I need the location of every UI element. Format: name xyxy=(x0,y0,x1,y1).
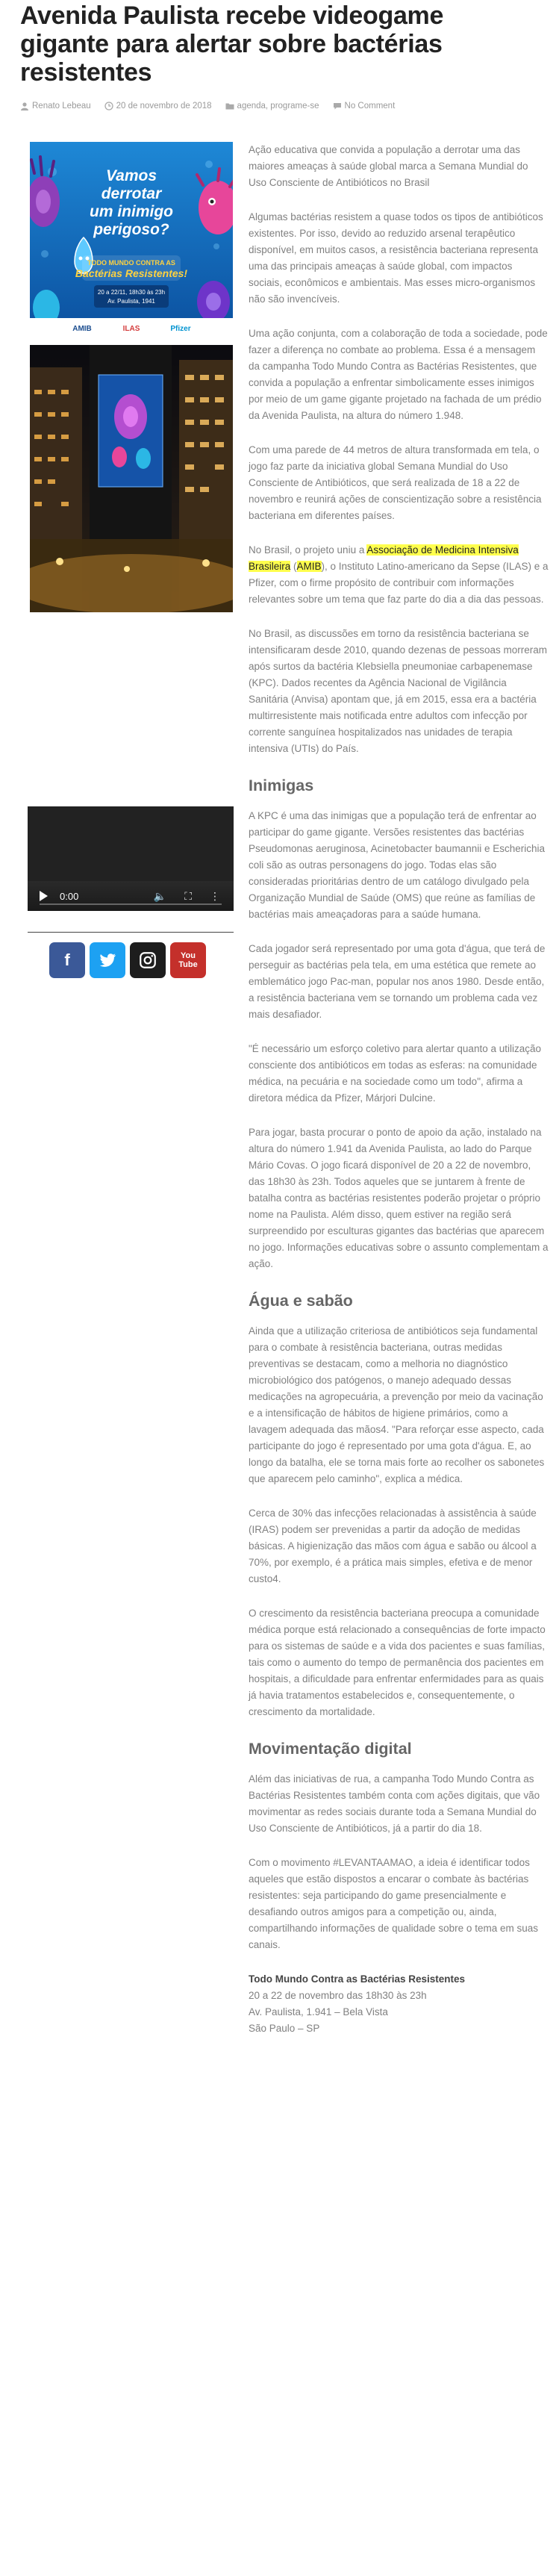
author-link[interactable]: Renato Lebeau xyxy=(32,102,91,111)
meta-categories xyxy=(225,102,319,111)
facebook-button[interactable] xyxy=(49,942,85,978)
campaign-banner-graphic xyxy=(30,142,233,337)
folder-icon xyxy=(225,102,234,111)
section-heading-movimentacao: Movimentação digital xyxy=(249,1740,412,1758)
user-icon xyxy=(20,102,29,111)
comments-link[interactable]: No Comment xyxy=(344,102,396,111)
amib-acronym-highlight: AMIB xyxy=(296,561,322,572)
fullscreen-icon[interactable]: ⛶ xyxy=(184,889,192,902)
volume-icon[interactable]: 🔈 xyxy=(153,889,167,902)
categories-link[interactable]: agenda, programe-se xyxy=(237,102,319,111)
video-player[interactable] xyxy=(28,806,234,911)
meta-date xyxy=(104,102,212,111)
banner-info-2: Av. Paulista, 1941 xyxy=(107,298,155,305)
more-options-icon[interactable]: ⋮ xyxy=(210,889,220,902)
paragraph-quote: "É necessário um esforço coletivo para alertar quanto a utilização consciente dos antibióticos em todas as esferas: na comunidade médica, na pecuária e na sociedade como um todo", afirma a diretora médica da Pfizer, Márjori Dulcine. xyxy=(249,1043,542,1104)
banner-logo-amib: AMIB xyxy=(72,325,92,333)
video-controls xyxy=(28,881,234,911)
video-progress-track[interactable] xyxy=(40,903,222,905)
date-link[interactable]: 20 de novembro de 2018 xyxy=(116,102,212,111)
banner-headline-3: um inimigo xyxy=(90,203,173,220)
article-meta xyxy=(20,102,543,111)
video-time: 0:00 xyxy=(60,890,79,902)
event-city: São Paulo – SP xyxy=(249,2023,320,2034)
share-divider xyxy=(28,932,234,933)
paragraph: Uma ação conjunta, com a colaboração de toda a sociedade, pode fazer a diferença no combate ao problema. Essa é a mensagem da campanha Todo Mundo Contra as Bactérias Resistentes, que convida a população a enfrentar simbolicamente esses inimigos por meio de um game gigante projetado na fachada de um prédio da Avenida Paulista, na altura do número 1.948. xyxy=(249,328,548,421)
meta-comments xyxy=(333,102,396,111)
building-projection-photo xyxy=(30,345,233,612)
instagram-icon xyxy=(138,951,157,970)
amib-highlight: Associação de Medicina Intensiva Brasileira xyxy=(249,544,519,572)
social-buttons xyxy=(49,942,210,978)
event-address: Av. Paulista, 1.941 – Bela Vista xyxy=(249,2006,388,2017)
paragraph: Ainda que a utilização criteriosa de antibióticos seja fundamental para o combate à resistência bacteriana, outras medidas preventivas se destacam, como a melhoria no diagnóstico microbiológico dos patógenos, o manejo adequado dessas medicações na agropecuária, a prevenção por meio da vacinação e a intensificação de hábitos de higiene primários, como a lavagem adequada das mãos4. "Para reforçar esse aspecto, cada participante do jogo é representado por uma gota d'água. E, ao longo da batalha, ele se torna mais forte ao recolher os sabonetes que aparecem pelo caminho", explica a médica. xyxy=(249,1325,545,1484)
play-icon[interactable] xyxy=(40,891,48,901)
paragraph-partners: No Brasil, o projeto uniu a Associação de Medicina Intensiva Brasileira (AMIB), o Instituto Latino-americano da Sepse (ILAS) e a Pfizer, com o firme propósito de contribuir com informações relevantes sobre um tema que faz parte do dia a dia das pessoas. xyxy=(249,544,549,605)
paragraph: O crescimento da resistência bacteriana preocupa a comunidade médica porque está relacionado a consequências de forte impacto para os sistemas de saúde e a vida dos pacientes e suas famílias, tais como o aumento do tempo de permanência dos pacientes em hospitais, a dificuldade para enfrentar enfermidades para as quais já havia tratamentos estabelecidos e, consequentemente, o crescimento da mortalidade. xyxy=(249,1608,546,1717)
comment-icon xyxy=(333,102,342,111)
paragraph: Além das iniciativas de rua, a campanha Todo Mundo Contra as Bactérias Resistentes também conta com ações digitais, que vão movimentar as redes sociais durante toda a Semana Mundial do Uso Consciente de Antibióticos, já a partir do dia 18. xyxy=(249,1773,540,1834)
event-info xyxy=(249,1971,549,2037)
section-heading-agua-sabao: Água e sabão xyxy=(249,1292,353,1310)
youtube-button[interactable] xyxy=(170,942,206,978)
article-title: Avenida Paulista recebe videogame gigante para alertar sobre bactérias resistentes xyxy=(20,1,444,87)
banner-logo-ilas: ILAS xyxy=(122,325,140,333)
instagram-button[interactable] xyxy=(130,942,166,978)
banner-info-1: 20 a 22/11, 18h30 às 23h xyxy=(97,289,166,296)
paragraph: Com o movimento #LEVANTAAMAO, a ideia é identificar todos aqueles que estão dispostos a encarar o combate às bactérias resistentes: seja participando do game presencialmente e desafiando outros amigos para a competição ou, ainda, compartilhando informações de qualidade sobre o tema em suas canais. xyxy=(249,1857,538,1950)
banner-campaign-1: TODO MUNDO CONTRA AS xyxy=(87,259,175,267)
building-projection-graphic xyxy=(30,345,233,612)
banner-headline-1: Vamos xyxy=(105,167,157,184)
banner-headline-2: derrotar xyxy=(101,185,162,202)
event-date: 20 a 22 de novembro das 18h30 às 23h xyxy=(249,1990,427,2001)
paragraph: Cerca de 30% das infecções relacionadas à assistência à saúde (IRAS) podem ser prevenidas a partir da adoção de medidas básicas. A higienização das mãos com água e sabão ou álcool a 70%, por exemplo, é a prática mais simples, efetiva e de menor custo4. xyxy=(249,1508,537,1584)
paragraph: A KPC é uma das inimigas que a população terá de enfrentar ao participar do game gigante. Versões resistentes das bactérias Pseudomonas aeruginosa, Acinetobacter baumannii e Escherichia coli são as outras personagens do jogo. Todas elas são consideradas prioritárias dentro de um catálogo divulgado pela Organização Mundial de Saúde (OMS) que reúne as famílias de bactérias mais ameaçadoras para a saúde humana. xyxy=(249,810,545,920)
article-body xyxy=(249,142,549,2037)
meta-author xyxy=(20,102,91,111)
paragraph: No Brasil, as discussões em torno da resistência bacteriana se intensificaram desde 2010, quando dezenas de pessoas morreram após surtos da bactéria Klebsiella pneumoniae carbapenemase (KPC). Dados recentes da Agência Nacional de Vigilância Sanitária (Anvisa) apontam que, já em 2015, essa era a bactéria multirresistente mais notificada entre adultos com infecção por corrente sanguínea hospitalizados nas unidades de terapia intensiva (UTIs) do País. xyxy=(249,628,547,754)
youtube-icon: You Tube xyxy=(178,951,198,969)
section-heading-inimigas: Inimigas xyxy=(249,777,314,794)
banner-logo-pfizer: Pfizer xyxy=(170,325,191,333)
facebook-icon: f xyxy=(64,951,70,969)
paragraph-lead: Ação educativa que convida a população a derrotar uma das maiores ameaças à saúde global marca a Semana Mundial do Uso Consciente de Antibióticos no Brasil xyxy=(249,144,528,188)
event-title: Todo Mundo Contra as Bactérias Resistentes xyxy=(249,1973,466,1985)
twitter-button[interactable] xyxy=(90,942,125,978)
banner-headline-4: perigoso? xyxy=(93,221,169,238)
banner-campaign-2: Bactérias Resistentes! xyxy=(75,267,188,279)
twitter-icon xyxy=(98,951,117,970)
campaign-banner-image xyxy=(30,142,233,337)
paragraph: Algumas bactérias resistem a quase todos os tipos de antibióticos existentes. Por isso, devido ao reduzido arsenal terapêutico disponível, em muitos casos, a resistência bacteriana representa uma das principais ameaças à saúde global, com impactos sociais, econômicos e ambientais. Mas esses micro-organismos não são invencíveis. xyxy=(249,211,543,305)
clock-icon xyxy=(104,102,113,111)
paragraph: Com uma parede de 44 metros de altura transformada em tela, o jogo faz parte da iniciativa global Semana Mundial do Uso Consciente de Antibióticos, que será realizada de 18 a 22 de novembro e reunirá ações de conscientização sobre a resistência bacteriana em diferentes países. xyxy=(249,444,542,521)
paragraph: Cada jogador será representado por uma gota d'água, que terá de perseguir as bactérias pela tela, em uma estética que remete ao emblemático jogo Pac-man, popular nos anos 1980. Desde então, a resistência bacteriana vem se tornando um problema cada vez mais desafiador. xyxy=(249,943,546,1020)
paragraph: Para jogar, basta procurar o ponto de apoio da ação, instalado na altura do número 1.941 da Avenida Paulista, ao lado do Parque Mário Covas. O jogo ficará disponível de 20 a 22 de novembro, das 18h30 às 23h. Todos aqueles que se juntarem à frente de batalha contra as bactérias resistentes poderão projetar o próprio nome na Paulista. Além disso, quem estiver na região será surpreendido por esculturas gigantes das bactérias que aparecem no jogo. Informações educativas sobre o assunto complementam a ação. xyxy=(249,1127,549,1269)
